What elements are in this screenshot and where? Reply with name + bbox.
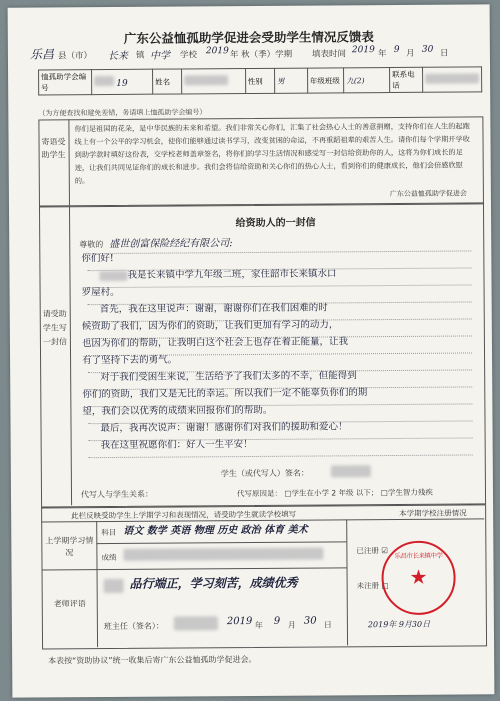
town-label: 镇 xyxy=(135,50,145,61)
year-handwritten: 2019 xyxy=(205,46,229,57)
redacted-name xyxy=(184,75,228,85)
footer-note: 本表按“资助协议”统一收集后寄广东公益恤孤助学促进会。 xyxy=(48,654,257,666)
redacted-phone xyxy=(425,73,479,83)
letter-line: 对于我们受困生来说，生活给予了我们太多的不幸，但能得到 xyxy=(100,370,357,384)
study-label: 上学期学习情况 xyxy=(45,536,94,558)
letter-heading: 给资助人的一封信 xyxy=(235,217,316,230)
letter-line: 望，我们会以优秀的成绩来回报你们的帮助。 xyxy=(82,404,273,418)
year-unit: 年 xyxy=(377,49,387,60)
redacted-student-name xyxy=(99,270,127,280)
proxy-reason-option-1: □学生在小学 2 年级 以下； xyxy=(284,488,379,498)
fill-date-label: 填表时间 xyxy=(311,49,346,60)
school-stamp xyxy=(381,541,456,616)
school-label: 学校 xyxy=(179,50,197,61)
letter-line: 我是长来镇中学九年级二班，家住韶市长来镇水口 xyxy=(81,264,471,284)
salutation-name: 盛世创富保险经纪有限公司: xyxy=(109,238,233,250)
fill-month: 9 xyxy=(393,44,400,55)
redacted-scores xyxy=(123,547,323,560)
name-cell xyxy=(182,69,246,94)
town-handwritten: 长来 xyxy=(107,50,128,62)
gender-value: 男 xyxy=(274,68,307,93)
school-header-right: 本学期学校注册情况 xyxy=(399,508,467,518)
redacted-signature xyxy=(331,465,371,477)
subject-label: 科目 xyxy=(101,527,117,538)
stamp-text: 乐昌市长来镇中学 xyxy=(394,551,443,561)
id-value: 19 xyxy=(116,78,128,89)
fill-day: 30 xyxy=(421,44,434,55)
id-label: 恤孤助学会编号 xyxy=(39,70,92,95)
teacher-label: 老师评语 xyxy=(53,599,86,609)
id-cell xyxy=(91,69,152,94)
registered-label: 已注册 xyxy=(356,546,379,556)
phone-cell xyxy=(423,67,482,92)
proxy-relation-label: 代写人与学生关系： xyxy=(80,489,154,500)
letter-body xyxy=(81,247,472,454)
day-unit: 日 xyxy=(439,48,449,59)
message-signature: 广东公益恤孤助学促进会 xyxy=(389,189,467,199)
proxy-reason-label: 代写原因是： xyxy=(236,488,283,499)
form-title: 广东公益恤孤助学促进会受助学生情况反馈表 xyxy=(123,29,374,46)
letter-line: 首先，我在这里说声：谢谢，谢谢你们在我们困难的时 xyxy=(99,302,328,316)
teacher-sign-month: 9 xyxy=(273,615,281,627)
school-header-left: 此栏反映受助学生上学期学习和表现情况，请受助学生就读学校填写 xyxy=(71,509,297,521)
name-label: 姓名 xyxy=(152,69,181,94)
stamp-date: 2019年 9月30日 xyxy=(367,619,431,630)
feedback-form xyxy=(8,4,495,697)
unregistered-label: 未注册 xyxy=(356,581,380,591)
teacher-sign-year: 2019 xyxy=(226,615,253,628)
teacher-comment: 品行端正，学习刻苦，成绩优秀 xyxy=(129,575,298,591)
letter-line: 罗屋村。 xyxy=(81,286,120,299)
letter-side-label: 请受助学生写一封信 xyxy=(42,309,67,347)
school-handwritten: 中学 xyxy=(149,50,170,62)
proxy-reason-option-2: □学生智力残疾 xyxy=(380,487,433,498)
gender-label: 性别 xyxy=(245,68,274,93)
id-note: （为方便查找和避免差错，务请填上恤孤助学会编号） xyxy=(38,108,207,118)
letter-line: 候资助了我们，因为你们的资助，让我们更加有学习的动力， xyxy=(81,319,339,333)
message-side-label: 寄语受助学生 xyxy=(41,137,66,160)
score-label: 成绩 xyxy=(101,552,117,563)
class-label: 年级班级 xyxy=(307,68,344,93)
letter-line: 你们好! xyxy=(81,252,114,265)
message-text: 你们是祖国的花朵，是中华民族的未来和希望。我们非常关心你们，汇集了社会热心人士的善意捐赠，支持你们在人生的起跑线上有一个公平的学习机会，使你们能够通过读书学习，改变贫困的命运，不再重蹈祖辈的艰苦人生。请你们每个学期开学收到助学款时填好这份表，交学校老师盖章签名，将你们的学习生活情况和感受写一封信给资助你的人，这将为你们成长的足迹，让我们共同见证你们的成长和进步。我们会将信给资助和关心你们的热心人士，看到你们的健康成长，他们会倍感欣慰的。 xyxy=(74,121,470,186)
salutation-prefix: 尊敬的 xyxy=(79,240,104,250)
class-value: 九(2) xyxy=(344,68,390,93)
student-info-table xyxy=(38,66,482,95)
county-label: 县（市） xyxy=(57,51,92,62)
letter-line: 也因为你们的帮助，让我明白这个社会上也存在着正能量，让我 xyxy=(81,336,348,350)
redacted-id xyxy=(94,75,114,85)
letter-line: 我在这里祝愿你们：好人一生平安！ xyxy=(100,438,253,452)
header-row xyxy=(30,46,480,65)
teacher-sign-label: 班主任（签名）： xyxy=(103,621,164,632)
sign-month-unit: 月 xyxy=(287,620,296,630)
letter-line: 最后，我再次说声：谢谢！感谢你们对我们的援助和爱心！ xyxy=(100,421,348,435)
sign-year-unit: 年 xyxy=(254,620,263,630)
teacher-sign-day: 30 xyxy=(303,615,317,627)
redacted-comment-start xyxy=(104,579,124,593)
letter-line: 你们的资助，我们又是无比的幸运。所以我们一定不能辜负你们的期 xyxy=(82,387,368,401)
registered-checkbox: ☑ xyxy=(381,546,389,556)
month-unit: 月 xyxy=(405,48,415,59)
redacted-teacher-signature xyxy=(174,616,218,630)
proxy-reason xyxy=(237,487,433,499)
term-label: 年 秋（季）学期 xyxy=(229,49,293,61)
fill-year: 2019 xyxy=(351,45,375,56)
stamp-star-icon: ★ xyxy=(409,564,428,589)
sign-day-unit: 日 xyxy=(323,620,332,630)
letter-line: 有了坚持下去的勇气。 xyxy=(82,354,178,367)
subjects-handwritten: 语文 数学 英语 物理 历史 政治 体育 美术 xyxy=(123,524,308,537)
city-handwritten: 乐昌 xyxy=(29,47,54,62)
phone-label: 联系电话 xyxy=(390,67,423,92)
unregistered-checkbox: □ xyxy=(381,581,389,591)
signer-label: 学生（或代写人）签名： xyxy=(220,468,309,479)
